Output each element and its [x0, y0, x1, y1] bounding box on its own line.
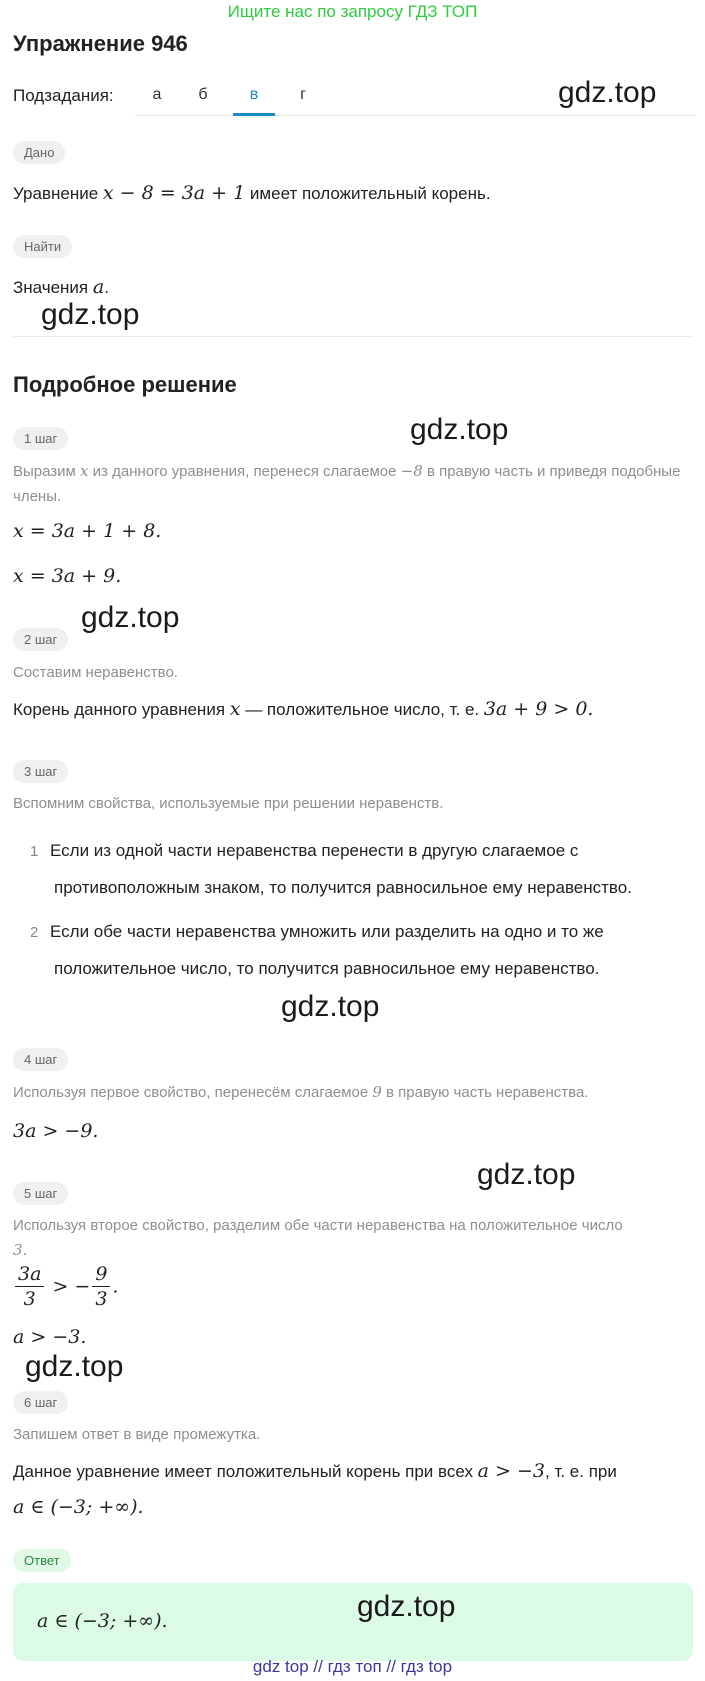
fraction-9-over-3 [92, 1262, 110, 1311]
step1-eq1-text: x = 3a + 1 + 8. [13, 520, 162, 542]
property-2 [50, 913, 705, 987]
answer-value [37, 1610, 168, 1632]
answer-value-text: a ∈ (−3; +∞). [37, 1610, 168, 1632]
find-var: a [92, 276, 105, 298]
tab-g[interactable]: г [300, 86, 306, 103]
top-search-link[interactable]: Ищите нас по запросу ГДЗ ТОП [227, 2, 478, 21]
property-1-number: 1 [30, 843, 39, 860]
watermark: gdz.top [25, 1350, 124, 1383]
step5-eq-text: a > −3. [13, 1326, 87, 1348]
step2-badge: 2 шаг [13, 628, 68, 651]
step2-text-a: Корень данного уравнения [13, 700, 230, 719]
given-text [13, 182, 491, 204]
step3-hint: Вспомним свойства, используемые при решении неравенств. [13, 795, 444, 812]
fraction-3a-over-3 [15, 1262, 44, 1311]
step6-text-ineq: a > −3 [477, 1460, 546, 1482]
step4-eq-text: 3a > −9. [13, 1120, 99, 1142]
step5-hint [13, 1213, 683, 1263]
step4-hint-b: в правую часть неравенства. [381, 1084, 589, 1101]
step4-badge: 4 шаг [13, 1048, 68, 1071]
footer-links[interactable]: gdz top // гдз топ // гдз top [252, 1657, 453, 1676]
find-badge: Найти [13, 235, 72, 258]
watermark: gdz.top [281, 990, 380, 1023]
step2-text-b: — положительное число, т. е. [240, 700, 484, 719]
property-1-line1: Если из одной части неравенства перенести в другую слагаемое с [50, 841, 579, 860]
step5-eq [13, 1326, 86, 1348]
find-text-after: . [104, 278, 109, 297]
property-1-line2: противоположным знаком, то получится равносильное ему неравенство. [54, 878, 632, 897]
step1-badge: 1 шаг [13, 427, 68, 450]
step1-eq2-text: x = 3a + 9. [13, 565, 122, 587]
step3-badge: 3 шаг [13, 760, 68, 783]
step1-hint-c: в правую часть и приведя подобные члены. [13, 463, 681, 505]
step4-hint-a: Используя первое свойство, перенесём слагаемое [13, 1084, 373, 1101]
step5-badge: 5 шаг [13, 1182, 68, 1205]
step1-hint [13, 459, 683, 509]
tab-a[interactable]: а [152, 86, 162, 103]
step6-interval-text: a ∈ (−3; +∞). [13, 1496, 144, 1518]
step5-hint-number: 3. [13, 1241, 28, 1259]
step6-text [13, 1460, 617, 1482]
step1-eq1 [13, 520, 161, 542]
watermark: gdz.top [81, 601, 180, 634]
step6-text-a: Данное уравнение имеет положительный корень при всех [13, 1462, 478, 1481]
fraction1-denominator: 3 [23, 1288, 36, 1310]
fraction1-numerator: 3a [15, 1262, 44, 1287]
step6-text-b: , т. е. при [545, 1462, 617, 1481]
watermark: gdz.top [357, 1590, 456, 1623]
step5-fraction-eq [13, 1262, 118, 1311]
solution-title: Подробное решение [13, 372, 237, 397]
find-text-before: Значения [13, 278, 93, 297]
given-equation: x − 8 = 3a + 1 [102, 182, 246, 204]
subtasks-label: Подзадания: [13, 86, 114, 105]
given-badge: Дано [13, 141, 65, 164]
active-tab-indicator [233, 113, 275, 116]
given-text-before: Уравнение [13, 184, 103, 203]
property-2-number: 2 [30, 924, 39, 941]
step6-badge: 6 шаг [13, 1391, 68, 1414]
watermark: gdz.top [41, 298, 140, 331]
step4-hint-term: 9 [372, 1083, 382, 1101]
given-text-after: имеет положительный корень. [245, 184, 491, 203]
property-1 [50, 832, 705, 906]
step4-eq [13, 1120, 98, 1142]
step6-interval [13, 1496, 144, 1518]
step6-hint: Запишем ответ в виде промежутка. [13, 1426, 261, 1443]
watermark: gdz.top [477, 1158, 576, 1191]
step2-text [13, 698, 593, 720]
property-2-line1: Если обе части неравенства умножить или разделить на одно и то же [50, 922, 604, 941]
fraction-dot: . [112, 1275, 119, 1298]
find-text [13, 276, 109, 298]
step1-hint-var: x [80, 462, 89, 480]
page-title: Упражнение 946 [13, 31, 188, 56]
divider [13, 336, 693, 337]
step5-hint-line1: Используя второе свойство, разделим обе части неравенства на положительное число [13, 1217, 623, 1234]
step1-eq2 [13, 565, 121, 587]
step2-hint: Составим неравенство. [13, 664, 178, 681]
property-2-line2: положительное число, то получится равносильное ему неравенство. [54, 959, 600, 978]
fraction2-numerator: 9 [92, 1262, 110, 1287]
step1-hint-b: из данного уравнения, перенеся слагаемое [88, 463, 401, 480]
step1-hint-a: Выразим [13, 463, 81, 480]
step4-hint [13, 1080, 683, 1105]
step2-text-ineq: 3a + 9 > 0. [483, 698, 594, 720]
watermark: gdz.top [558, 76, 657, 109]
tab-v[interactable]: в [249, 86, 259, 103]
fraction2-denominator: 3 [95, 1288, 108, 1310]
answer-badge: Ответ [13, 1549, 71, 1572]
watermark: gdz.top [410, 413, 509, 446]
step1-hint-term: −8 [400, 462, 423, 480]
step2-text-var: x [229, 698, 241, 720]
tab-b[interactable]: б [198, 86, 208, 103]
fraction-relation: > − [46, 1275, 91, 1298]
